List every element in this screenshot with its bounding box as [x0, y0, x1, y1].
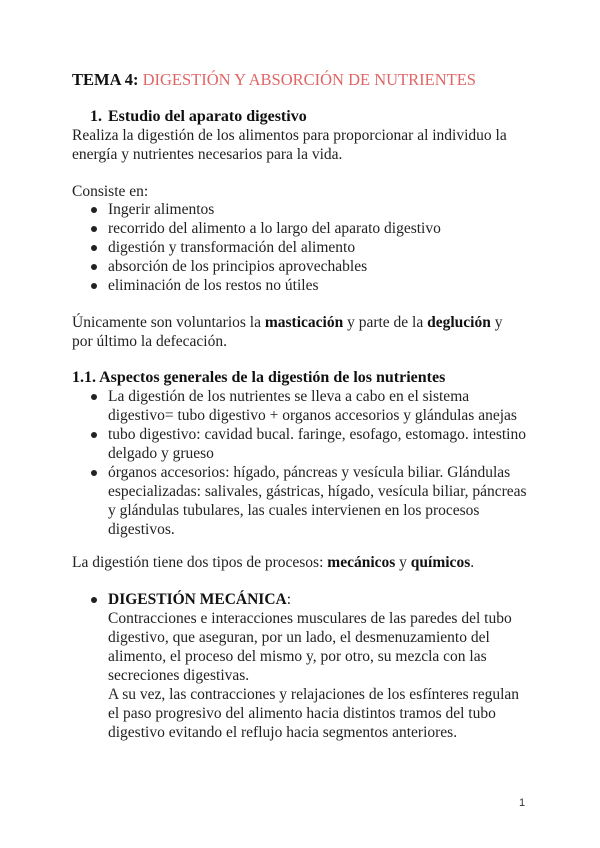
list-item-line: especializadas: salivales, gástricas, hígado, vesícula biliar, páncreas — [108, 483, 527, 500]
bullet-icon — [91, 283, 97, 289]
list-item-line: y glándulas tubulares, las cuales intervienen en los procesos — [108, 502, 480, 519]
bullet-icon — [91, 394, 97, 400]
text: . — [470, 554, 475, 571]
text: y — [395, 554, 411, 571]
bold-term: deglución — [427, 314, 491, 331]
bullet-icon — [91, 207, 97, 213]
mecanica-line: secreciones digestivas. — [108, 667, 250, 684]
section-1-heading: Estudio del aparato digestivo — [108, 108, 307, 125]
intro-line: Realiza la digestión de los alimentos para proporcionar al individuo la — [72, 127, 507, 144]
tipos-paragraph — [72, 553, 474, 572]
bullet-icon — [91, 432, 97, 438]
section-1-number: 1. — [90, 108, 102, 125]
title-prefix: TEMA 4 — [72, 70, 133, 89]
list-item-line: digestivos. — [108, 521, 175, 538]
text: y parte de la — [343, 314, 428, 331]
title-text: DIGESTIÓN Y ABSORCIÓN DE NUTRIENTES — [142, 70, 476, 89]
title-colon: : — [132, 70, 143, 89]
voluntarios-line2: por último la defecación. — [72, 333, 227, 350]
mecanica-line: digestivo evitando el reflujo hacia segmentos anteriores. — [108, 724, 458, 741]
bullet-icon — [91, 597, 97, 603]
list-item-line: órganos accesorios: hígado, páncreas y vesícula biliar. Glándulas — [108, 464, 511, 481]
mecanica-line: digestivo, que aseguran, por un lado, el desmenuzamiento del — [108, 629, 490, 646]
page-title — [72, 70, 476, 89]
mecanica-heading — [108, 590, 291, 609]
list-item: Ingerir alimentos — [108, 201, 215, 218]
mecanica-line: Contracciones e interacciones musculares de las paredes del tubo — [108, 610, 512, 627]
bullet-icon — [91, 245, 97, 251]
bullet-icon — [91, 226, 97, 232]
bullet-icon — [91, 470, 97, 476]
list-item-line: La digestión de los nutrientes se lleva a cabo en el sistema — [108, 388, 470, 405]
colon: : — [286, 591, 292, 608]
mecanica-line: el paso progresivo del alimento hacia distintos tramos del tubo — [108, 705, 496, 722]
list-item: absorción de los principios aprovechables — [108, 258, 368, 275]
list-item-line: tubo digestivo: cavidad bucal. faringe, esofago, estomago. intestino — [108, 426, 526, 443]
section-1-1-heading: 1.1. Aspectos generales de la digestión de los nutrientes — [72, 369, 446, 386]
text: y — [490, 314, 503, 331]
mecanica-line: A su vez, las contracciones y relajaciones de los esfínteres regulan — [108, 686, 520, 703]
bold-term: mecánicos — [327, 554, 396, 571]
page-number: 1 — [519, 797, 526, 809]
intro-line: energía y nutrientes necesarios para la vida. — [72, 146, 343, 163]
list-item: digestión y transformación del alimento — [108, 239, 356, 256]
consiste-label: Consiste en: — [72, 183, 149, 200]
text: Únicamente son voluntarios la — [72, 314, 265, 331]
bold-term: químicos — [410, 554, 471, 571]
voluntarios-paragraph — [72, 313, 502, 332]
mecanica-line: alimento, el proceso del mismo y, por otro, su mezcla con las — [108, 648, 487, 665]
mecanica-title: DIGESTIÓN MECÁNICA — [108, 591, 287, 608]
bold-term: masticación — [264, 314, 344, 331]
list-item-line: delgado y grueso — [108, 445, 214, 462]
list-item: eliminación de los restos no útiles — [108, 277, 319, 294]
list-item-line: digestivo= tubo digestivo + organos accesorios y glándulas anejas — [108, 407, 517, 424]
text: La digestión tiene dos tipos de procesos: — [72, 554, 328, 571]
bullet-icon — [91, 264, 97, 270]
list-item: recorrido del alimento a lo largo del aparato digestivo — [108, 220, 441, 237]
